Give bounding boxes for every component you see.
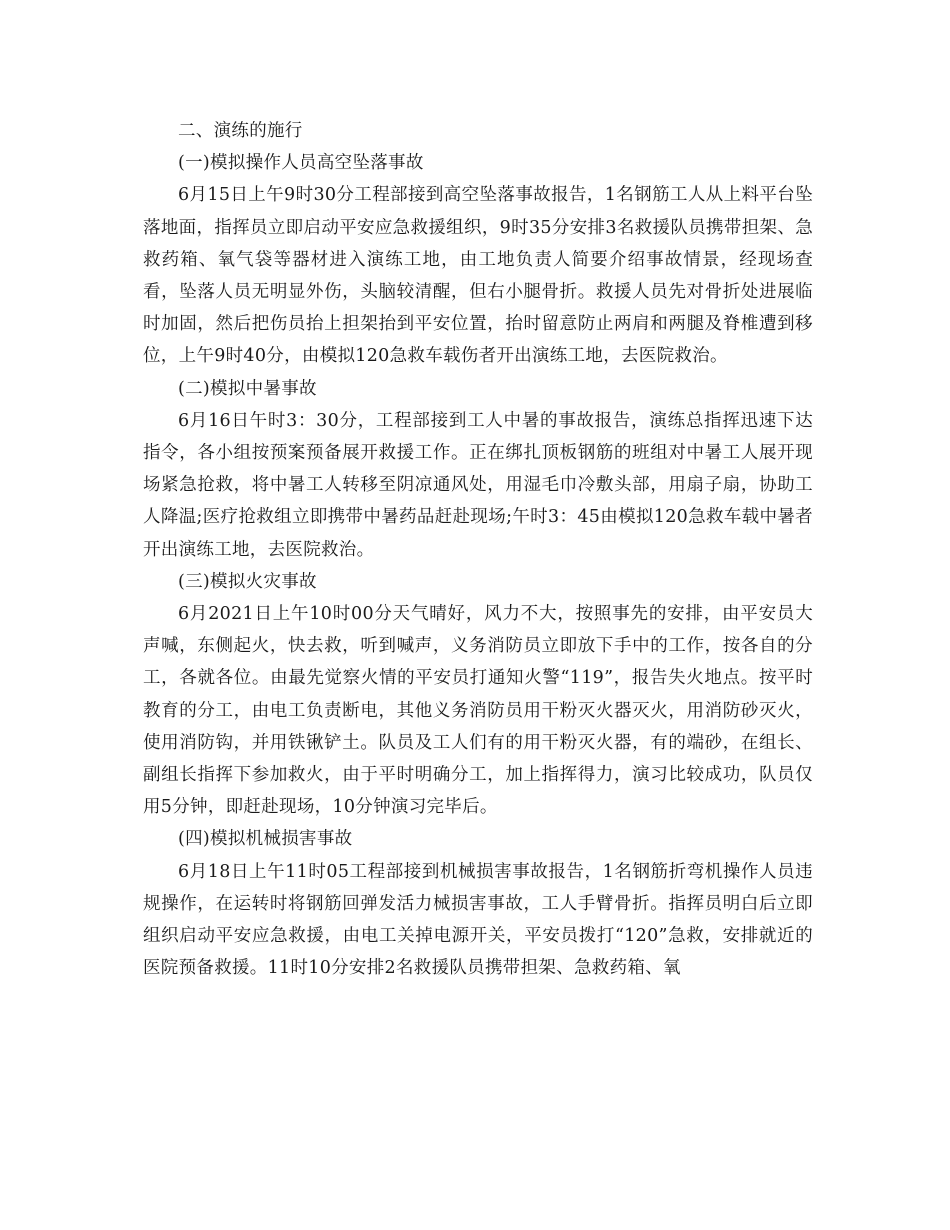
item-paragraph-4: 6月18日上午11时05工程部接到机械损害事故报告，1名钢筋折弯机操作人员违规操作，在运转时将钢筋回弹发活力械损害事故，工人手臂骨折。指挥员明白后立即组织启动平安应急救援，由电工关掉电源开关，平安员拨打“120”急救，安排就近的医院预备救援。11时10分安排2名救援队员携带担架、急救药箱、氧 [143,861,813,979]
item-paragraph-1: 6月15日上午9时30分工程部接到高空坠落事故报告，1名钢筋工人从上料平台坠落地面，指挥员立即启动平安应急救援组织，9时35分安排3名救援队员携带担架、急救药箱、氧气袋等器材进入演练工地，由工地负责人简要介绍事故情景，经现场查看，坠落人员无明显外伤，头脑较清醒，但右小腿骨折。救援人员先对骨折处进展临时加固，然后把伤员抬上担架抬到平安位置，抬时留意防止两肩和两腿及脊椎遭到移位，上午9时40分，由模拟120急救车载伤者开出演练工地，去医院救治。 [143,185,813,367]
item-paragraph-2: 6月16日午时3：30分，工程部接到工人中暑的事故报告，演练总指挥迅速下达指令，各小组按预案预备展开救援工作。正在绑扎顶板钢筋的班组对中暑工人展开现场紧急抢救，将中暑工人转移至阴凉通风处，用湿毛巾冷敷头部，用扇子扇，协助工人降温;医疗抢救组立即携带中暑药品赶赴现场;午时3：45由模拟120急救车载中暑者开出演练工地，去医院救治。 [143,410,813,560]
item-heading-1: (一)模拟操作人员高空坠落事故 [178,153,424,174]
item-heading-3: (三)模拟火灾事故 [178,571,317,592]
document-body [143,115,813,984]
item-heading-2: (二)模拟中暑事故 [178,378,317,399]
section-heading: 二、演练的施行 [178,121,303,141]
item-paragraph-3: 6月2021日上午10时00分天气晴好，风力不大，按照事先的安排，由平安员大声喊，东侧起火，快去救，听到喊声，义务消防员立即放下手中的工作，按各自的分工，各就各位。由最先觉察火情的平安员打通知火警“119”，报告失火地点。按平时教育的分工，由电工负责断电，其他义务消防员用干粉灭火器灭火，用消防砂灭火，使用消防钩，并用铁锹铲土。队员及工人们有的用干粉灭火器，有的端砂，在组长、副组长指挥下参加救火，由于平时明确分工，加上指挥得力，演习比较成功，队员仅用5分钟，即赶赴现场，10分钟演习完毕后。 [143,604,813,818]
item-heading-4: (四)模拟机械损害事故 [178,829,353,850]
